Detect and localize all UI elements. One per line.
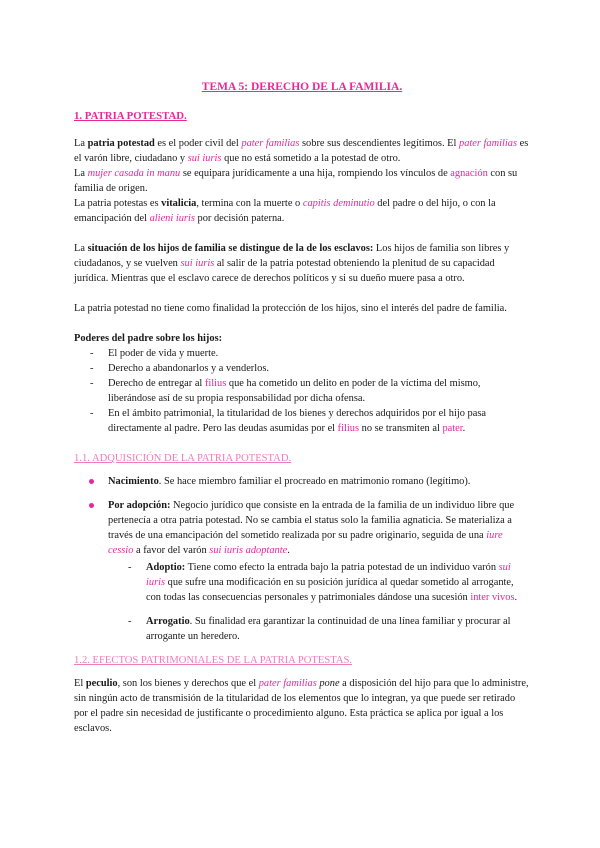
paragraph-mujer-casada: La mujer casada in manu se equipara jurídicamente a una hija, rompiendo los vínculos de agnación con su familia de origen. [74,168,518,194]
document-title: TEMA 5: DERECHO DE LA FAMILIA. [201,81,403,93]
paragraph-peculio: El peculio, son los bienes y derechos que el pater familias pone a disposición del hijo para que lo administre, sin ningún acto de transmisión de la titularidad de los elementos que lo integran, ya que puede ser retirado por el padre sin necesidad de justificante o procedimiento alguno. Esta práctica se aplica por igual a los esclavos. [74,678,529,734]
bullet-icon [89,479,94,484]
list-item: - Derecho de entregar al filius que ha cometido un delito en poder de la víctima del mismo, liberándose así de su propia responsabilidad por dicha ofensa. [74,376,530,406]
list-item: - Arrogatio. Su finalidad era garantizar la continuidad de una línea familiar y procurar al arrogante un heredero. [108,614,530,644]
adquisicion-list [74,474,530,644]
list-item: Nacimiento. Se hace miembro familiar el procreado en matrimonio romano (legítimo). [74,474,530,489]
document-body [74,72,530,736]
section-1-heading: 1. PATRIA POTESTAD. [74,110,187,122]
bullet-icon [89,503,94,508]
section-1-1-heading: 1.1. ADQUISICIÓN DE LA PATRIA POTESTAD. [74,453,292,464]
list-item: - Adoptio: Tiene como efecto la entrada bajo la patria potestad de un individuo varón sui iuris que sufre una modificación en su posición jurídica al quedar sometido al arrogante, con todas las consecuencias personales y patrimoniales dándose una sucesión inter vivos. [108,560,530,605]
adopcion-sublist [108,560,530,644]
list-item: - En el ámbito patrimonial, la titularidad de los bienes y derechos adquiridos por el hijo pasa directamente al padre. Pero las deudas asumidas por el filius no se transmiten al pater. [74,406,530,436]
list-item: Por adopción: Negocio jurídico que consiste en la entrada de la familia de un individuo libre que pertenecía a otra patria potestad. No se cambia el status solo la familia agnaticia. Se materializa a través de una emancipación del sometido realizada por su padre originario, seguida de una iure cessio a favor del varón sui iuris adoptante. - Adoptio: Tiene como efecto la entrada bajo la patria potestad de un individuo varón sui iuris que sufre una modificación en su posición jurídica al quedar sometido al arrogante, con todas las consecuencias personales y patrimoniales dándose una sucesión inter vivos. - Arrogatio. Su finalidad era garantizar la continuidad de una línea familiar y procurar al arrogante un heredero. [74,498,530,644]
list-item: - El poder de vida y muerte. [74,346,530,361]
paragraph-vitalicia: La patria potestas es vitalicia, termina con la muerte o capitis deminutio del padre o del hijo, o con la emancipación del alieni iuris por decisión paterna. [74,198,496,224]
paragraph-finalidad: La patria potestad no tiene como finalidad la protección de los hijos, sino el interés del padre de familia. [74,303,507,314]
section-1-2-heading: 1.2. EFECTOS PATRIMONIALES DE LA PATRIA POTESTAS. [74,655,353,666]
paragraph-situacion-hijos: La situación de los hijos de familia se distingue de la de los esclavos: Los hijos de familia son libres y ciudadanos, y se vuelven sui iuris al salir de la patria potestad obteniendo la plenitud de su capacidad jurídica. Mientras que el esclavo carece de derechos políticos y si su dueño muere pasa a otro. [74,243,510,284]
poderes-heading: Poderes del padre sobre los hijos: [74,333,223,344]
poderes-list [74,346,530,436]
paragraph-patria-potestad: La patria potestad es el poder civil del pater familias sobre sus descendientes legítimos. El pater familias es el varón libre, ciudadano y sui iuris que no está sometido a la potestad de otro. [74,138,529,164]
list-item: - Derecho a abandonarlos y a venderlos. [74,361,530,376]
